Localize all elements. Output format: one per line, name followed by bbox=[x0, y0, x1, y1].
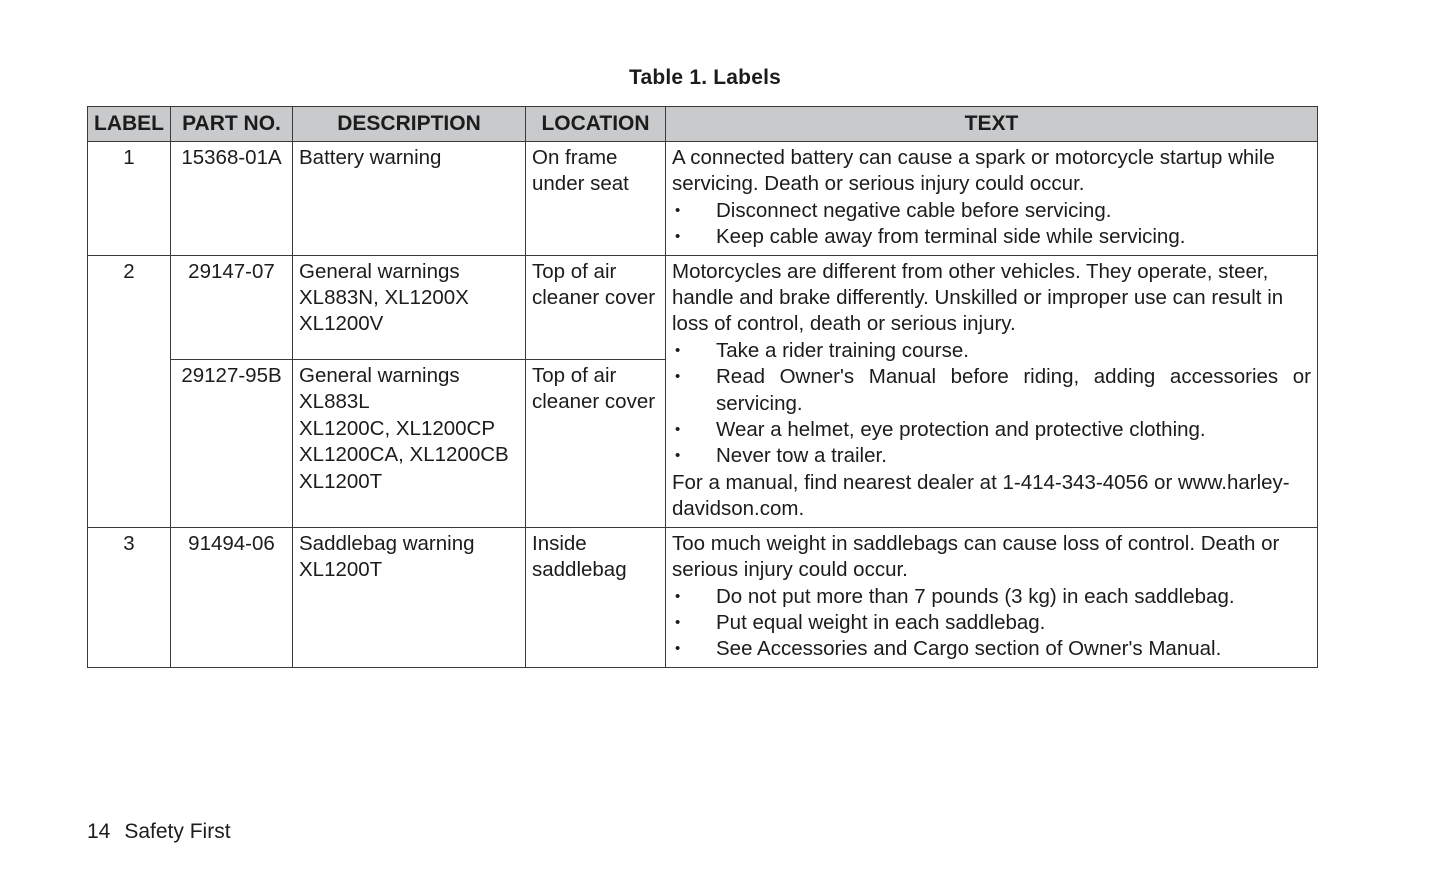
location-line: under seat bbox=[532, 172, 629, 196]
bullet-list bbox=[672, 198, 1311, 251]
description-cell bbox=[293, 360, 526, 528]
section-name: Safety First bbox=[124, 820, 231, 843]
header-location: LOCATION bbox=[526, 107, 666, 142]
description-cell bbox=[293, 527, 526, 667]
table-row bbox=[88, 142, 1318, 256]
description-line: General warnings bbox=[299, 364, 460, 388]
description-line: XL1200T bbox=[299, 558, 383, 582]
header-label: LABEL bbox=[88, 107, 171, 142]
part-no-cell: 29127-95B bbox=[171, 360, 293, 528]
description-line: General warnings bbox=[299, 259, 460, 283]
location-line: On frame bbox=[532, 146, 618, 169]
description-line: XL1200V bbox=[299, 312, 384, 336]
labels-table bbox=[87, 106, 1318, 668]
description-line: Saddlebag warning bbox=[299, 531, 475, 555]
label-cell: 1 bbox=[88, 142, 171, 256]
warning-intro: Motorcycles are different from other vehicles. They operate, steer, handle and brake differently. Unskilled or improper use can result in loss of control, death or serious injury. bbox=[672, 259, 1284, 336]
bullet-item: • See Accessories and Cargo section of Owner's Manual. bbox=[672, 636, 1311, 662]
part-no-cell: 15368-01A bbox=[171, 142, 293, 256]
bullet-item: • Do not put more than 7 pounds (3 kg) in each saddlebag. bbox=[672, 584, 1311, 610]
warning-intro: A connected battery can cause a spark or motorcycle startup while servicing. Death or serious injury could occur. bbox=[672, 146, 1275, 196]
header-text: TEXT bbox=[666, 107, 1318, 142]
bullet-item: • Wear a helmet, eye protection and protective clothing. bbox=[672, 417, 1311, 443]
description-line: XL1200T bbox=[299, 469, 383, 493]
header-part-no: PART NO. bbox=[171, 107, 293, 142]
description-line: Battery warning bbox=[299, 146, 442, 169]
bullet-item: • Put equal weight in each saddlebag. bbox=[672, 610, 1311, 636]
location-line: cleaner cover bbox=[532, 286, 656, 310]
description-line: XL1200C, XL1200CP bbox=[299, 416, 496, 440]
text-cell bbox=[666, 255, 1318, 527]
part-no-cell: 29147-07 bbox=[171, 255, 293, 359]
bullet-item: • Keep cable away from terminal side while servicing. bbox=[672, 224, 1311, 250]
bullet-item: • Disconnect negative cable before servicing. bbox=[672, 198, 1311, 224]
text-cell bbox=[666, 527, 1318, 667]
description-line: XL1200CA, XL1200CB bbox=[299, 443, 509, 467]
label-cell: 2 bbox=[88, 255, 171, 527]
page-number: 14 bbox=[87, 820, 111, 843]
location-line: cleaner cover bbox=[532, 390, 656, 414]
bullet-item: • Read Owner's Manual before riding, adding accessories or servicing. bbox=[672, 364, 1311, 417]
description-line: XL883N, XL1200X bbox=[299, 286, 469, 310]
location-cell bbox=[526, 360, 666, 528]
page-footer bbox=[87, 820, 231, 844]
warning-outro: For a manual, find nearest dealer at 1-414-343-4056 or www.harley-davidson.com. bbox=[672, 470, 1290, 521]
table-row bbox=[88, 255, 1318, 359]
bullet-list bbox=[672, 338, 1311, 470]
description-line: XL883L bbox=[299, 390, 370, 414]
location-line: Top of air bbox=[532, 364, 617, 388]
bullet-item: • Never tow a trailer. bbox=[672, 443, 1311, 469]
bullet-list bbox=[672, 584, 1311, 663]
text-cell bbox=[666, 142, 1318, 256]
header-description: DESCRIPTION bbox=[293, 107, 526, 142]
location-cell bbox=[526, 142, 666, 256]
bullet-item: • Take a rider training course. bbox=[672, 338, 1311, 364]
location-cell bbox=[526, 255, 666, 359]
label-cell: 3 bbox=[88, 527, 171, 667]
table-title: Table 1. Labels bbox=[629, 66, 781, 89]
location-line: saddlebag bbox=[532, 558, 627, 582]
description-cell bbox=[293, 142, 526, 256]
part-no-cell: 91494-06 bbox=[171, 527, 293, 667]
location-line: Inside bbox=[532, 531, 587, 555]
description-cell bbox=[293, 255, 526, 359]
warning-intro: Too much weight in saddlebags can cause loss of control. Death or serious injury could occur. bbox=[672, 531, 1280, 582]
table-row bbox=[88, 527, 1318, 667]
location-line: Top of air bbox=[532, 259, 617, 283]
table-header-row bbox=[88, 107, 1318, 142]
location-cell bbox=[526, 527, 666, 667]
